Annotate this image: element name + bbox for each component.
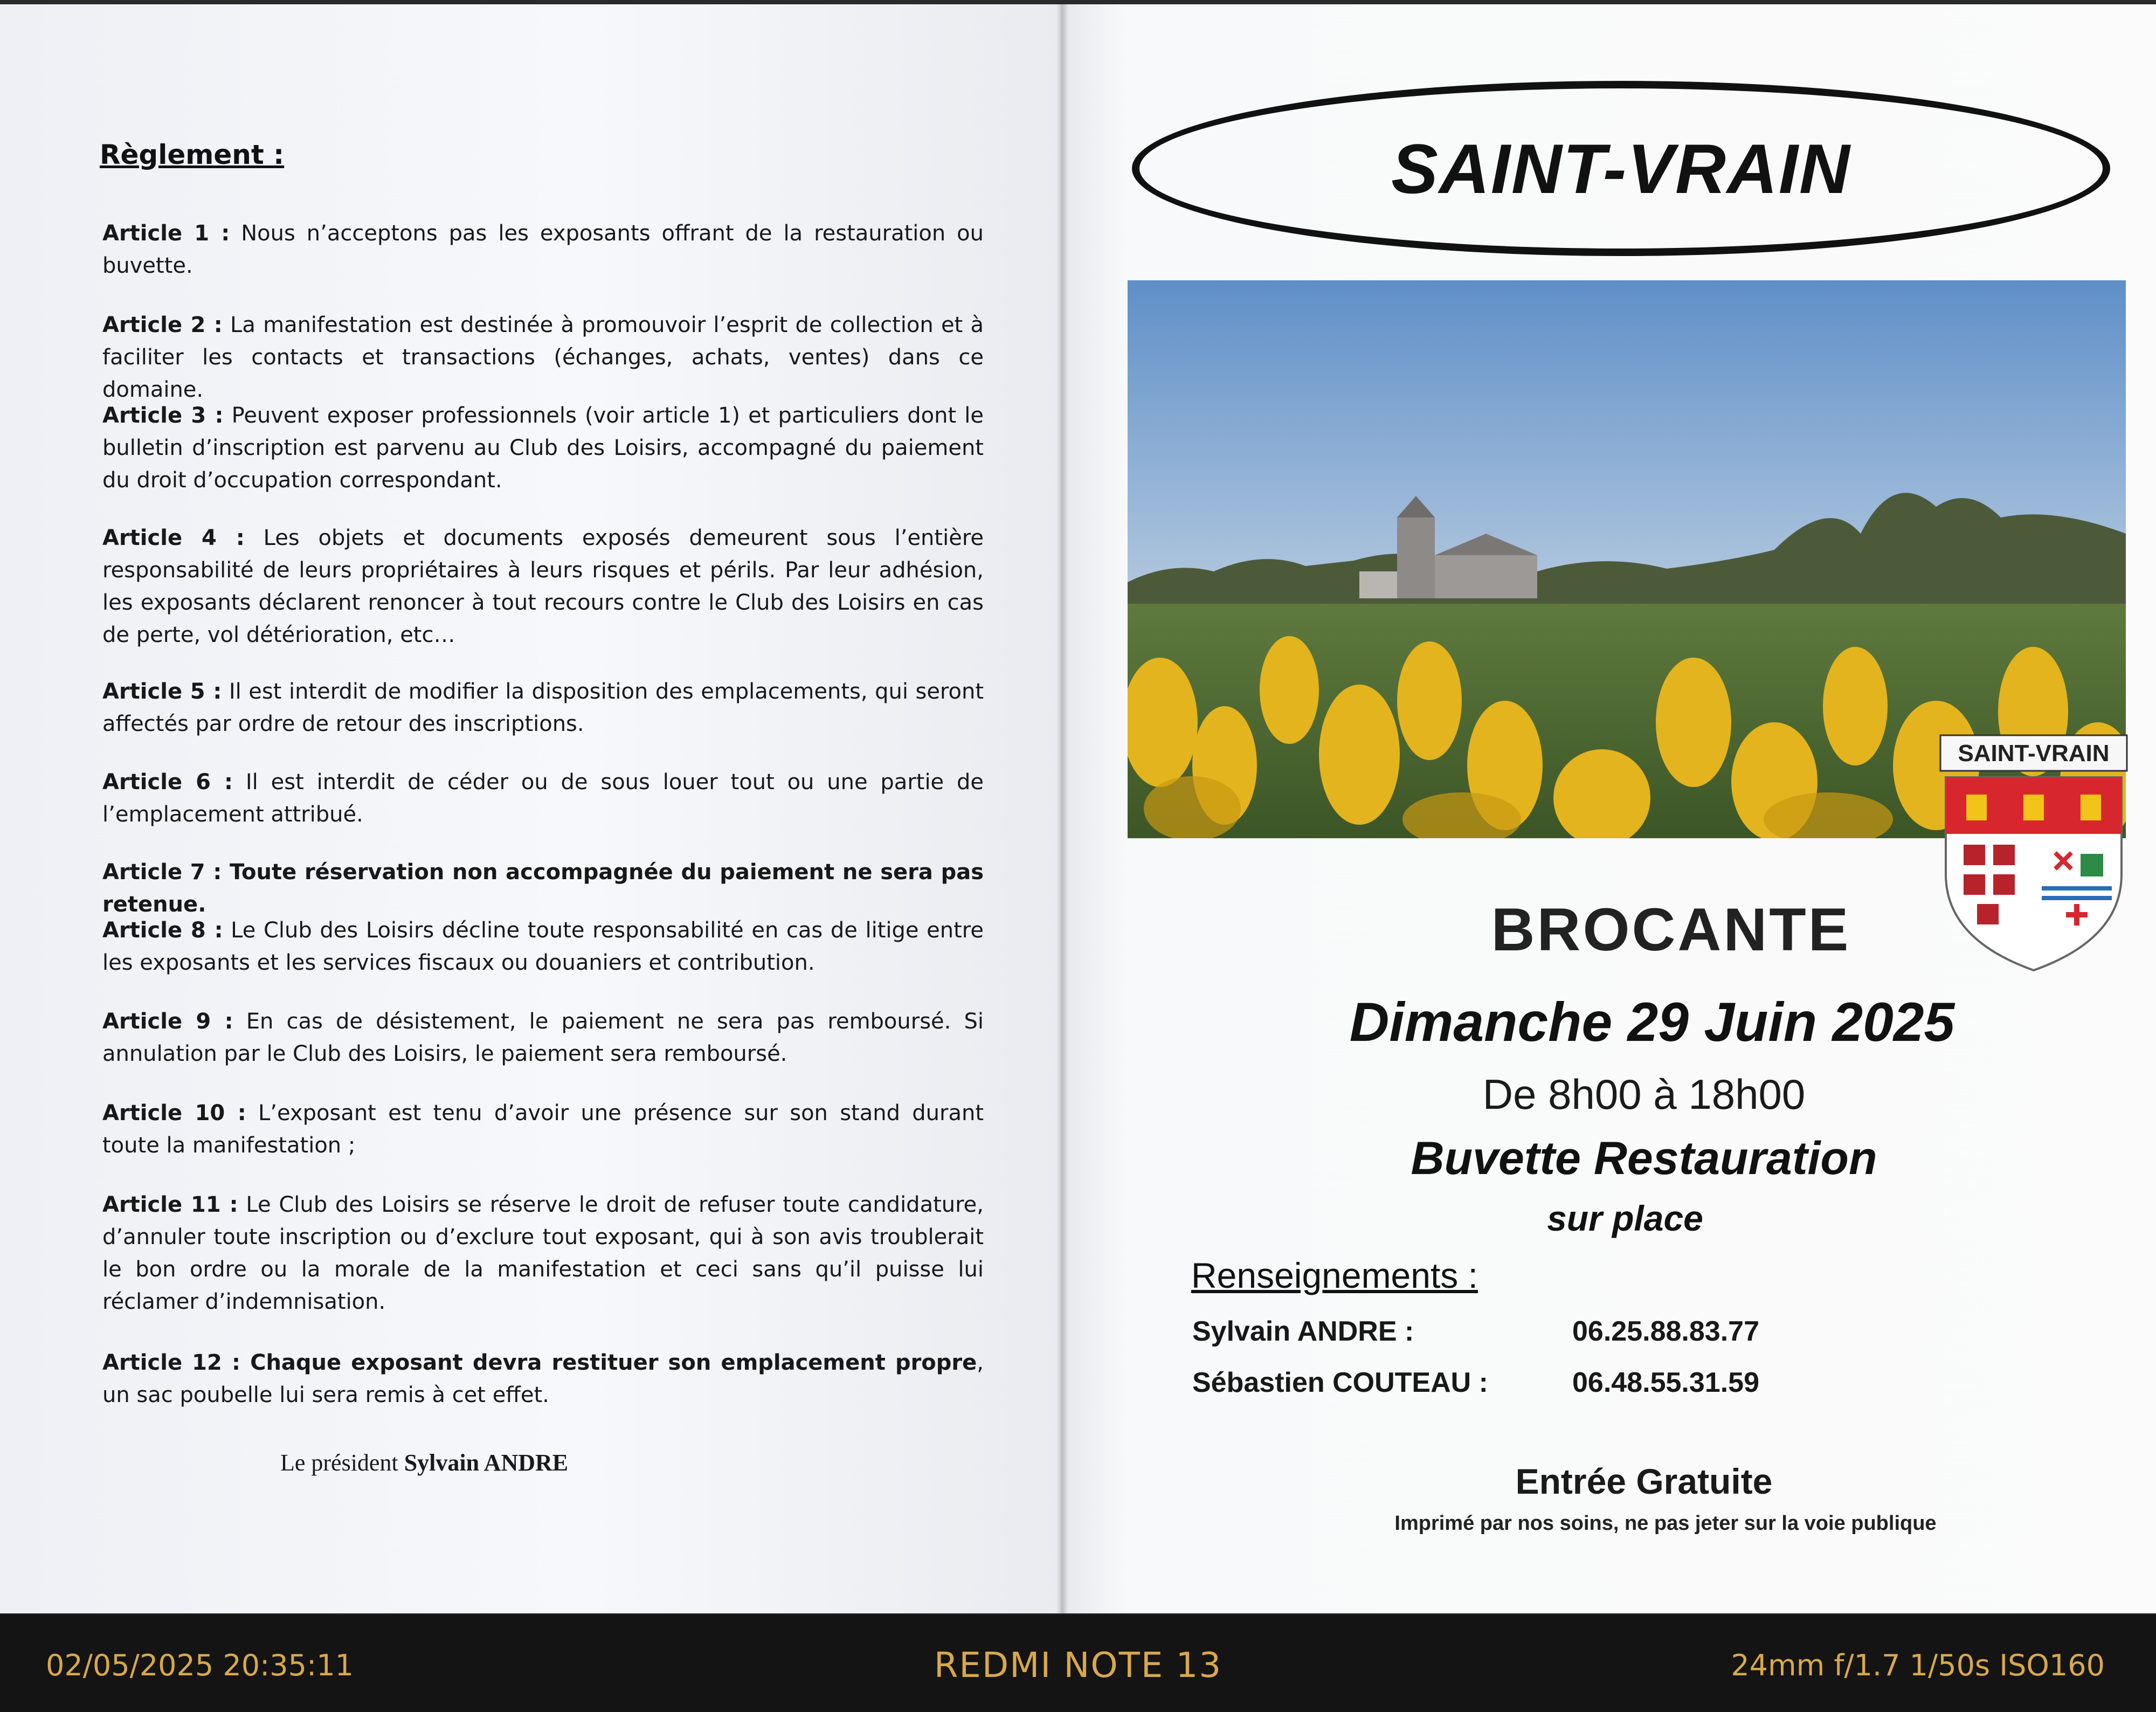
contact-phone: 06.25.88.83.77 [1572, 1316, 1759, 1347]
info-heading: Renseignements : [1191, 1255, 1478, 1295]
article-1: Article 1 : Nous n’acceptons pas les exposants offrant de la restauration ou buvette. [102, 221, 984, 278]
title-oval [1132, 81, 2110, 256]
article-7: Article 7 : Toute réservation non accompagnée du paiement ne sera pas retenue. [102, 860, 984, 917]
president-signature: Le président Sylvain ANDRE [280, 1449, 569, 1476]
free-entry: Entrée Gratuite [1515, 1461, 1773, 1501]
event-date: Dimanche 29 Juin 2025 [1349, 991, 1955, 1053]
crest-label: SAINT-VRAIN [1958, 740, 2110, 767]
camera-model: REDMI NOTE 13 [934, 1646, 1222, 1686]
contact-phone: 06.48.55.31.59 [1572, 1367, 1759, 1398]
article-2: Article 2 : La manifestation est destinée à promouvoir l’esprit de collection et à faciliter les contacts et transactions (échanges, achats, ventes) dans ce domaine. [102, 313, 984, 402]
contact-name: Sylvain ANDRE : [1192, 1316, 1414, 1347]
village-title: SAINT-VRAIN [1391, 129, 1851, 208]
article-10: Article 10 : L’exposant est tenu d’avoir une présence sur son stand durant toute la manifestation ; [102, 1101, 984, 1158]
article-5: Article 5 : Il est interdit de modifier la disposition des emplacements, qui seront affectés par ordre de retour des inscriptions. [102, 679, 984, 736]
article-11: Article 11 : Le Club des Loisirs se réserve le droit de refuser toute candidature, d’annuler toute inscription ou d’exclure tout exposant, qui à son avis troublerait le bon ordre ou la morale de la manifestation et ceci sans qu’il puisse lui réclamer d’indemnisation. [102, 1192, 984, 1314]
rules-heading: Règlement : [100, 139, 285, 170]
article-12: Article 12 : Chaque exposant devra restituer son emplacement propre, un sac poubelle lui sera remis à cet effet. [102, 1350, 984, 1407]
article-6: Article 6 : Il est interdit de céder ou de sous louer tout ou une partie de l’emplacement attribué. [102, 770, 984, 827]
article-3: Article 3 : Peuvent exposer professionnels (voir article 1) et particuliers dont le bulletin d’inscription est parvenu au Club des Loisirs, accompagné du paiement du droit d’occupation correspondant. [102, 403, 984, 493]
camera-watermark-bar [0, 1614, 2156, 1712]
camera-settings: 24mm f/1.7 1/50s ISO160 [1731, 1648, 2105, 1682]
page-fold [1056, 4, 1068, 1613]
contact-row [1192, 1315, 1759, 1348]
article-9: Article 9 : En cas de désistement, le paiement ne sera pas remboursé. Si annulation par le Club des Loisirs, le paiement sera remboursé. [102, 1009, 984, 1066]
contact-row [1192, 1366, 1759, 1399]
food-service-sub: sur place [1547, 1198, 1703, 1238]
left-page-rules [0, 4, 1062, 1613]
event-hours: De 8h00 à 18h00 [1482, 1071, 1806, 1118]
food-service: Buvette Restauration [1411, 1133, 1877, 1184]
capture-datetime: 02/05/2025 20:35:11 [46, 1648, 354, 1682]
article-8: Article 8 : Le Club des Loisirs décline toute responsabilité en cas de litige entre les exposants et les services fiscaux ou douaniers et contribution. [102, 918, 984, 975]
event-name: BROCANTE [1491, 896, 1851, 963]
contact-name: Sébastien COUTEAU : [1192, 1367, 1488, 1398]
article-4: Article 4 : Les objets et documents exposés demeurent sous l’entière responsabilité de leurs propriétaires à leurs risques et périls. Par leur adhésion, les exposants déclarent renoncer à tout recours contre le Club des Loisirs en cas de perte, vol détérioration, etc… [102, 526, 984, 647]
printed-note: Imprimé par nos soins, ne pas jeter sur la voie publique [1394, 1512, 1937, 1535]
